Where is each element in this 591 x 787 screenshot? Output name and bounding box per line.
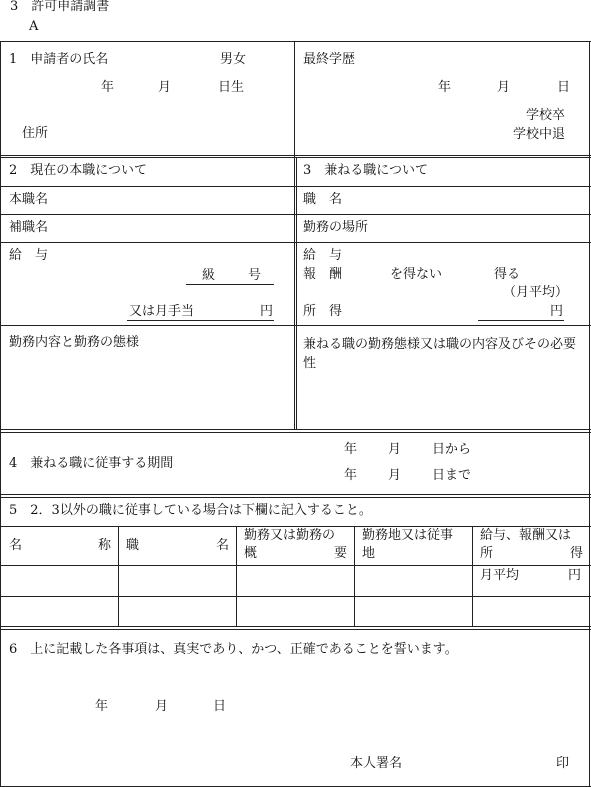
col-title-b: 名 <box>216 538 230 553</box>
birth-day-label: 日生 <box>218 80 245 95</box>
salary-label: 給 与 <box>9 248 49 263</box>
workplace-label: 勤務の場所 <box>303 220 369 235</box>
grade-label: 級 <box>202 268 216 283</box>
birth-month-label: 月 <box>158 80 172 95</box>
from-month-label: 月 <box>388 442 402 457</box>
monthly-allowance-line <box>127 304 274 321</box>
yen-label-2: 円 <box>550 304 564 319</box>
duties-label: 勤務内容と勤務の態様 <box>9 335 140 350</box>
seal-label: 印 <box>556 756 570 771</box>
to-year-label: 年 <box>344 468 358 483</box>
col-pay-c: 得 <box>570 546 584 561</box>
birth-year-label: 年 <box>101 80 115 95</box>
grade-step-line <box>186 268 274 285</box>
to-day-label: 日まで <box>432 468 472 483</box>
col-location-a: 勤務地又は従事 <box>362 528 454 543</box>
graduated-label: 学校卒 <box>526 108 566 123</box>
yen-label: 円 <box>260 304 274 319</box>
main-title-label: 本職名 <box>9 192 49 207</box>
income-line <box>478 304 564 321</box>
col-name-b: 称 <box>98 538 112 553</box>
edu-month-label: 月 <box>497 80 511 95</box>
row1-monthly-avg: 月平均 <box>480 568 520 583</box>
from-year-label: 年 <box>344 442 358 457</box>
edu-day-label: 日 <box>557 80 571 95</box>
received-option: 得る <box>494 267 521 282</box>
gender-label: 男女 <box>220 52 247 67</box>
col-pay-a: 給与、報酬又は <box>480 528 572 543</box>
education-label: 最終学歴 <box>303 52 356 67</box>
address-label: 住所 <box>22 126 49 141</box>
edu-year-label: 年 <box>438 80 452 95</box>
row1-yen: 円 <box>568 568 582 583</box>
sign-year-label: 年 <box>95 699 109 714</box>
oath-statement: 6 上に記載した各事項は、真実であり、かつ、正確であることを誓います。 <box>9 642 458 657</box>
section-title: 3 許可申請調書 <box>10 0 110 14</box>
other-jobs-heading: 5 2．3以外の職に従事している場合は下欄に記入すること。 <box>9 503 372 518</box>
sign-day-label: 日 <box>213 699 227 714</box>
sub-title-label: 補職名 <box>9 220 49 235</box>
remuneration-label: 報 酬 <box>303 267 343 282</box>
concurrent-job-heading: 3 兼ねる職について <box>303 163 429 178</box>
monthly-avg-label: （月平均） <box>503 285 569 300</box>
job-name-label: 職 名 <box>303 192 343 207</box>
signature-label: 本人署名 <box>350 756 403 771</box>
current-job-heading: 2 現在の本職について <box>9 163 148 178</box>
col-title-a: 職 <box>126 538 140 553</box>
period-heading: 4 兼ねる職に従事する期間 <box>9 456 174 471</box>
col-duty-c: 要 <box>334 546 348 561</box>
col-duty-b: 概 <box>244 546 258 561</box>
withdrew-label: 学校中退 <box>513 127 566 142</box>
income-label: 所 得 <box>303 304 343 319</box>
from-day-label: 日から <box>432 442 472 457</box>
col-name-a: 名 <box>9 538 23 553</box>
applicant-name-label: 1 申請者の氏名 <box>9 52 109 67</box>
necessity-label: 兼ねる職の勤務態様又は職の内容及びその必要性 <box>303 337 577 371</box>
salary-label-2: 給 与 <box>303 248 343 263</box>
not-received-option: を得ない <box>390 267 443 282</box>
sign-month-label: 月 <box>155 699 169 714</box>
col-pay-b: 所 <box>480 546 494 561</box>
col-location-b: 地 <box>362 546 376 561</box>
col-duty-a: 勤務又は勤務の <box>244 528 336 543</box>
monthly-allowance-label: 又は月手当 <box>129 304 195 319</box>
form-code: A <box>29 19 39 34</box>
to-month-label: 月 <box>388 468 402 483</box>
step-label: 号 <box>248 268 262 283</box>
